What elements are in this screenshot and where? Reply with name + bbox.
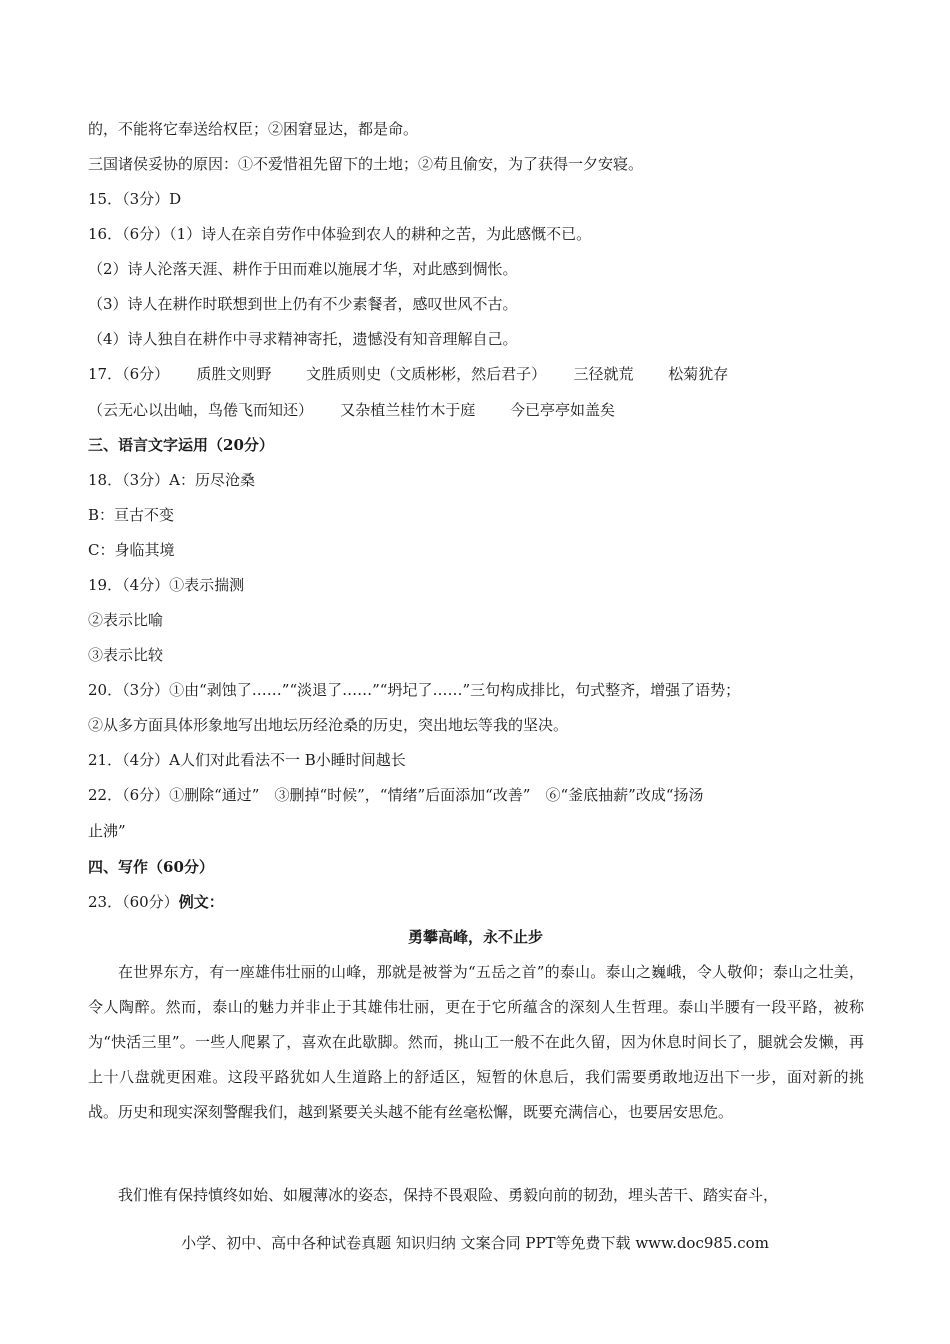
answer-23	[88, 891, 863, 913]
section-four-heading: 四、写作（60分）	[88, 858, 214, 876]
essay-paragraph-1: 在世界东方，有一座雄伟壮丽的山峰，那就是被誉为“五岳之首”的泰山。泰山之巍峨，令人敬仰；泰山之壮美，令人陶醉。然而，泰山的魅力并非止于其雄伟壮丽，更在于它所蕴含的深刻人生哲理。泰山半腰有一段平路，被称为“快活三里”。一些人爬累了，喜欢在此歇脚。然而，挑山工一般不在此久留，因为休息时间长了，腿就会发懒，再上十八盘就更困难。这段平路犹如人生道路上的舒适区，短暂的休息后，我们需要勇敢地迈出下一步，面对新的挑战。历史和现实深刻警醒我们，越到紧要关头越不能有丝毫松懈，既要充满信心，也要居安思危。	[88, 963, 864, 1121]
answer-16: 16．（6分）（1）诗人在亲自劳作中体验到农人的耕种之苦，为此感慨不已。	[88, 225, 592, 243]
answer-16-3: （3）诗人在耕作时联想到世上仍有不少素餐者，感叹世风不古。	[88, 295, 518, 313]
page-footer: 小学、初中、高中各种试卷真题 知识归纳 文案合同 PPT等免费下载 www.doc985.com	[181, 1234, 769, 1252]
answer-22: 22．（6分）①删除“通过” ③删掉“时候”，“情绪”后面添加“改善” ⑥“釜底抽薪”改成“扬汤	[88, 786, 704, 804]
answer-20: 20．（3分）①由“剥蚀了……”“淡退了……”“坍圮了……”三句构成排比，句式整齐，增强了语势；	[88, 681, 741, 699]
answer-20-cont: ②从多方面具体形象地写出地坛历经沧桑的历史，突出地坛等我的坚决。	[88, 716, 569, 734]
answer-23-number: 23．（60分）	[88, 893, 179, 911]
answer-21: 21．（4分）A人们对此看法不一 B小睡时间越长	[88, 751, 406, 769]
section-three-heading: 三、语言文字运用（20分）	[88, 436, 274, 454]
essay-title: 勇攀高峰，永不止步	[407, 928, 543, 946]
answer-19-3: ③表示比较	[88, 646, 164, 664]
answer-18-c: C：身临其境	[88, 541, 175, 559]
answer-15: 15．（3分）D	[88, 190, 182, 208]
answer-22-cont: 止沸”	[88, 822, 126, 840]
answer-18: 18．（3分）A：历尽沧桑	[88, 471, 255, 489]
answer-18-b: B：亘古不变	[88, 506, 175, 524]
answer-line-1: 的，不能将它奉送给权臣；②困窘显达，都是命。	[88, 120, 419, 138]
essay-paragraph-2: 我们惟有保持慎终如始、如履薄冰的姿态，保持不畏艰险、勇毅向前的韧劲，埋头苦干、踏实奋斗，	[118, 1186, 779, 1204]
answer-23-label: 例文：	[178, 893, 224, 911]
answer-16-2: （2）诗人沦落天涯、耕作于田而难以施展才华，对此感到惆怅。	[88, 260, 518, 278]
answer-17-cont: （云无心以出岫，鸟倦飞而知还） 又杂植兰桂竹木于庭 今已亭亭如盖矣	[88, 401, 616, 419]
answer-line-2: 三国诸侯妥协的原因：①不爱惜祖先留下的土地；②苟且偷安，为了获得一夕安寝。	[88, 155, 644, 173]
answer-19-2: ②表示比喻	[88, 611, 164, 629]
answer-17: 17．（6分） 质胜文则野 文胜质则史（文质彬彬，然后君子） 三径就荒 松菊犹存	[88, 365, 729, 383]
answer-19: 19．（4分）①表示揣测	[88, 576, 245, 594]
answer-16-4: （4）诗人独自在耕作中寻求精神寄托，遗憾没有知音理解自己。	[88, 330, 518, 348]
